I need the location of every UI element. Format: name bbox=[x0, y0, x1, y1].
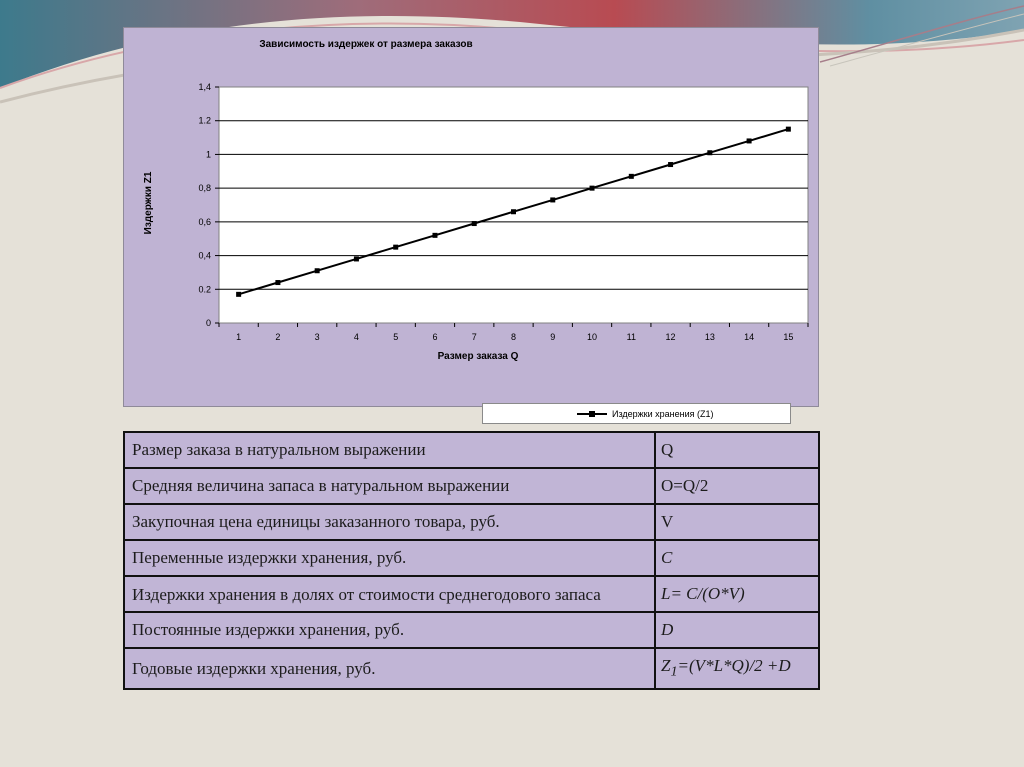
row-label: Средняя величина запаса в натуральном выражении bbox=[124, 468, 655, 504]
y-tick-label: 0,6 bbox=[198, 216, 211, 227]
data-point-marker bbox=[236, 292, 241, 297]
y-tick-label: 1 bbox=[205, 149, 211, 160]
row-label: Издержки хранения в долях от стоимости среднегодового запаса bbox=[124, 576, 655, 612]
data-point-marker bbox=[315, 268, 320, 273]
expression-subscript: 1 bbox=[670, 663, 678, 680]
table-row bbox=[124, 576, 819, 612]
y-tick-label: 0.2 bbox=[198, 284, 211, 295]
row-expression: L= C/(O*V) bbox=[655, 576, 819, 612]
data-point-marker bbox=[629, 174, 634, 179]
row-label: Размер заказа в натуральном выражении bbox=[124, 432, 655, 468]
x-tick-label: 12 bbox=[665, 332, 676, 342]
table-row bbox=[124, 540, 819, 576]
table-row bbox=[124, 504, 819, 540]
x-tick-label: 14 bbox=[744, 332, 755, 342]
data-point-marker bbox=[747, 138, 752, 143]
row-expression: C bbox=[655, 540, 819, 576]
x-tick-label: 5 bbox=[393, 332, 399, 342]
line-chart bbox=[124, 28, 820, 408]
table-row bbox=[124, 468, 819, 504]
x-tick-label: 1 bbox=[236, 332, 242, 342]
legend-line-marker-icon bbox=[577, 408, 607, 420]
chart-legend bbox=[482, 403, 791, 424]
data-point-marker bbox=[550, 197, 555, 202]
x-tick-label: 7 bbox=[471, 332, 477, 342]
definitions-table bbox=[123, 431, 820, 690]
table-row bbox=[124, 432, 819, 468]
row-expression: Q bbox=[655, 432, 819, 468]
table-row bbox=[124, 648, 819, 689]
data-point-marker bbox=[275, 280, 280, 285]
data-point-marker bbox=[707, 150, 712, 155]
x-tick-label: 8 bbox=[510, 332, 517, 342]
x-tick-label: 15 bbox=[783, 332, 794, 342]
x-tick-label: 9 bbox=[550, 332, 556, 342]
row-expression bbox=[655, 648, 819, 689]
row-label: Годовые издержки хранения, руб. bbox=[124, 648, 655, 689]
row-label: Переменные издержки хранения, руб. bbox=[124, 540, 655, 576]
row-label: Постоянные издержки хранения, руб. bbox=[124, 612, 655, 648]
y-tick-label: 0,8 bbox=[198, 183, 211, 194]
row-label: Закупочная цена единицы заказанного товара, руб. bbox=[124, 504, 655, 540]
data-point-marker bbox=[786, 127, 791, 132]
data-point-marker bbox=[432, 233, 437, 238]
data-point-marker bbox=[668, 162, 673, 167]
y-tick-label: 1,4 bbox=[198, 82, 211, 92]
x-tick-label: 2 bbox=[275, 332, 281, 342]
data-point-marker bbox=[511, 209, 516, 214]
legend-label: Издержки хранения (Z1) bbox=[612, 408, 714, 419]
chart-panel bbox=[123, 27, 819, 419]
x-tick-label: 10 bbox=[587, 332, 598, 342]
row-expression: O=Q/2 bbox=[655, 468, 819, 504]
chart-title: Зависимость издержек от размера заказов bbox=[259, 39, 473, 50]
x-tick-label: 11 bbox=[626, 332, 636, 342]
y-tick-label: 0 bbox=[205, 318, 211, 328]
x-tick-label: 3 bbox=[314, 332, 320, 342]
expression-rest: =(V*L*Q)/2 +D bbox=[677, 656, 791, 675]
y-tick-label: 1.2 bbox=[198, 115, 211, 126]
x-axis-title: Размер заказа Q bbox=[437, 351, 519, 362]
table-row bbox=[124, 612, 819, 648]
x-tick-label: 13 bbox=[704, 332, 715, 342]
expression-z: Z bbox=[661, 656, 671, 675]
y-axis-title: Издержки Z1 bbox=[143, 171, 154, 235]
row-expression: V bbox=[655, 504, 819, 540]
row-expression: D bbox=[655, 612, 819, 648]
data-point-marker bbox=[354, 256, 359, 261]
data-point-marker bbox=[472, 221, 477, 226]
plot-area bbox=[219, 87, 808, 323]
data-point-marker bbox=[590, 186, 595, 191]
x-tick-label: 6 bbox=[432, 332, 438, 342]
y-tick-label: 0,4 bbox=[198, 250, 211, 261]
x-tick-label: 4 bbox=[353, 332, 359, 342]
data-point-marker bbox=[393, 245, 398, 250]
